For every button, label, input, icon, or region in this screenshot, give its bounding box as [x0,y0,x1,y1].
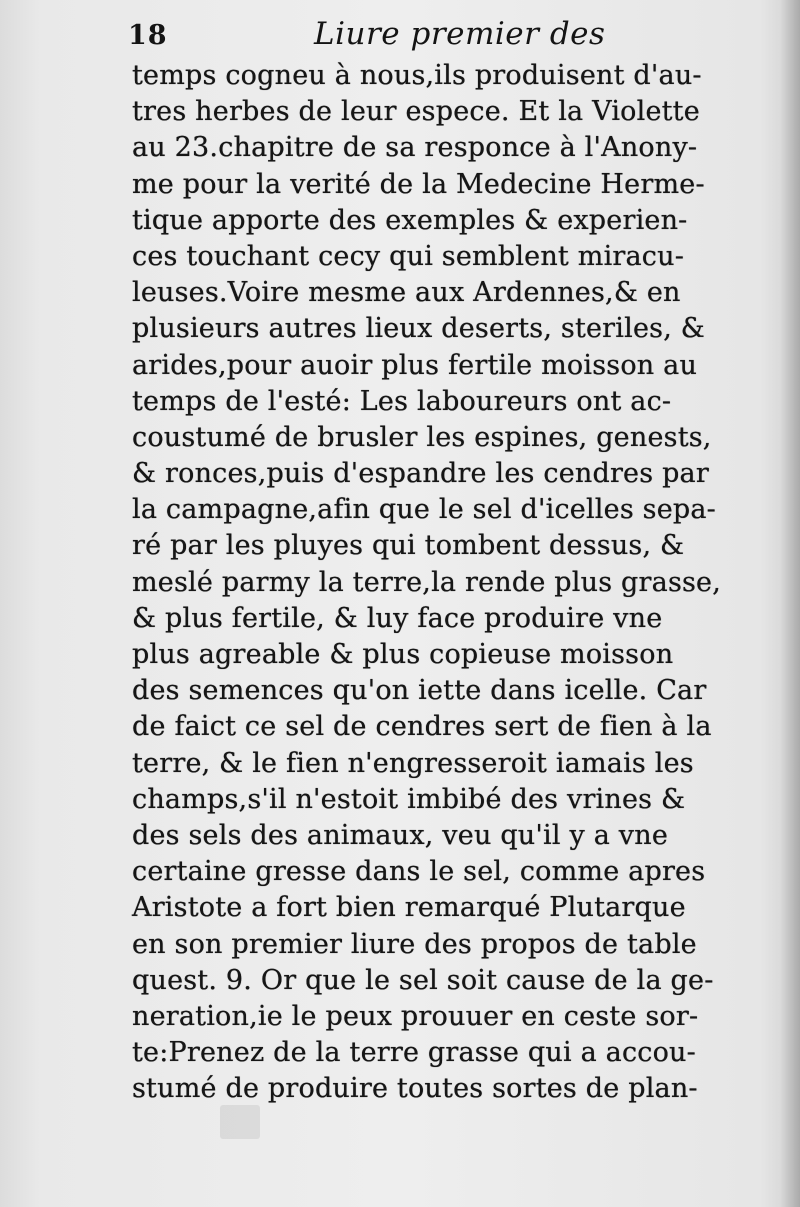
text-line: tique apporte des exemples & experien- [132,204,688,236]
text-line: champs,s'il n'estoit imbibé des vrines & [132,783,686,815]
text-line: certaine gresse dans le sel, comme apres [132,856,706,888]
text-line: ré par les pluyes qui tombent dessus, & [132,530,685,562]
text-line: plus agreable & plus copieuse moisson [132,639,674,670]
text-line: la campagne,afin que le sel d'icelles sepa- [132,494,716,526]
text-line: de faict ce sel de cendres sert de fien à la [132,711,712,743]
ink-show-through-mark [220,1105,260,1139]
text-line: ces touchant cecy qui semblent miracu- [132,240,685,272]
text-line: meslé parmy la terre,la rende plus grasse, [132,566,722,598]
running-head: Liure premier des [314,16,606,52]
text-line: me pour la verité de la Medecine Herme- [132,168,705,200]
text-line: coustumé de brusler les espines, genests, [132,421,712,453]
text-line: en son premier liure des propos de table [132,928,697,960]
text-line: plusieurs autres lieux deserts, steriles, & [132,313,705,345]
page-header [128,14,606,58]
text-line: temps de l'esté: Les laboureurs ont ac- [132,385,672,417]
text-line: terre, & le fien n'engresseroit iamais les [132,747,694,779]
text-line: temps cogneu à nous,ils produisent d'au- [132,60,702,91]
text-line: neration,ie le peux prouuer en ceste sor- [132,1000,699,1032]
text-line: Aristote a fort bien remarqué Plutarque [132,892,686,924]
text-line: quest. 9. Or que le sel soit cause de la ge- [132,964,714,996]
text-line: te:Prenez de la terre grasse qui a accou- [132,1037,696,1069]
text-line: & plus fertile, & luy face produire vne [132,602,663,634]
text-line: arides,pour auoir plus fertile moisson au [132,349,698,381]
text-line: tres herbes de leur espece. Et la Violette [132,96,700,128]
text-line: des semences qu'on iette dans icelle. Car [132,675,707,707]
text-line: & ronces,puis d'espandre les cendres par [132,458,709,490]
text-line: leuses.Voire mesme aux Ardennes,& en [132,277,681,309]
body-text [132,58,722,1107]
page-edge-shadow [780,0,800,1207]
text-line: au 23.chapitre de sa responce à l'Anony- [132,132,698,164]
text-line: des sels des animaux, veu qu'il y a vne [132,819,669,851]
page-number: 18 [128,20,168,51]
text-line: stumé de produire toutes sortes de plan- [132,1073,698,1105]
